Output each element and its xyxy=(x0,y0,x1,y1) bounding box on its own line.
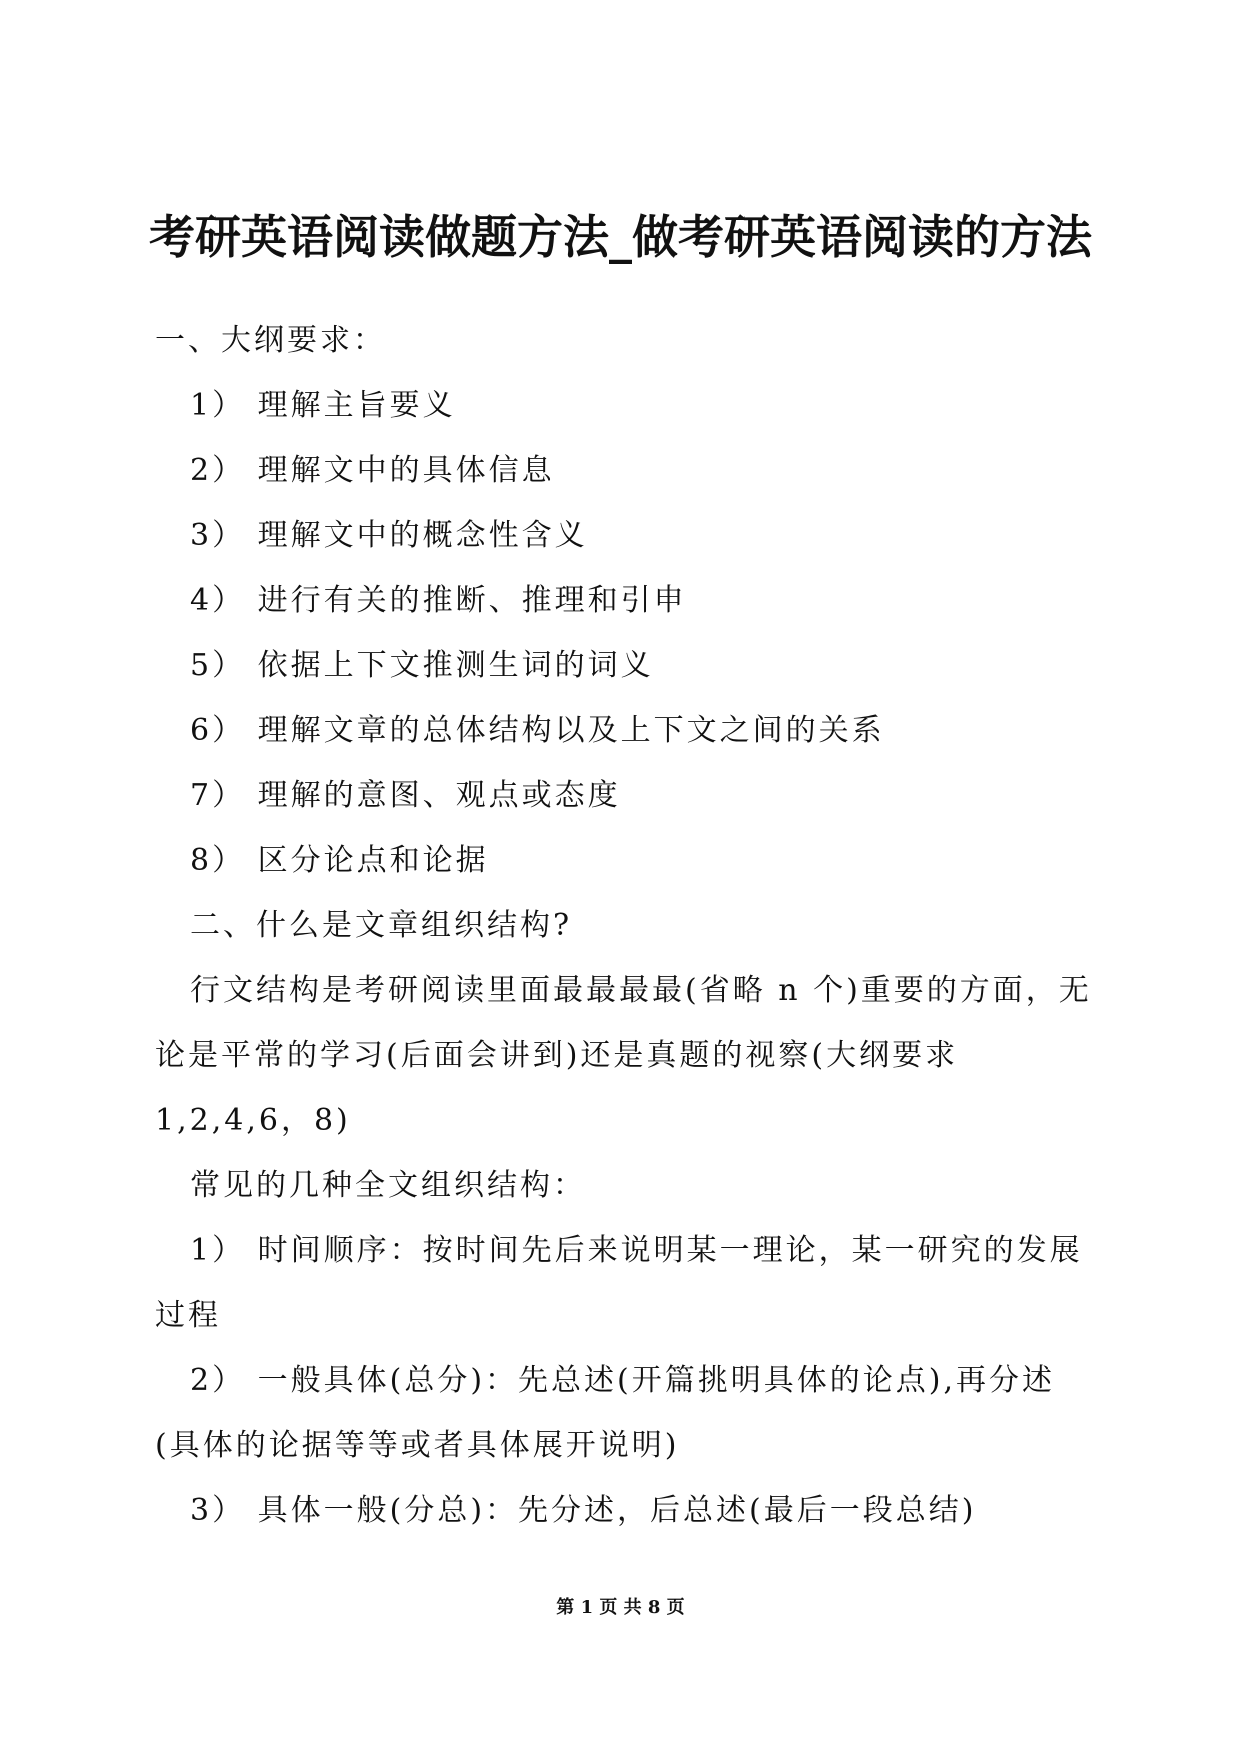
section2-heading: 二、什么是文章组织结构? xyxy=(190,908,573,943)
requirement-item: 8） 区分论点和论据 xyxy=(190,843,489,878)
requirement-item: 5） 依据上下文推测生词的词义 xyxy=(190,648,654,683)
structure-item: 1） 时间顺序：按时间先后来说明某一理论，某一研究的发展过程 xyxy=(155,1233,1083,1333)
page-number: 第 1 页 共 8 页 xyxy=(556,1597,685,1618)
requirement-item: 1） 理解主旨要义 xyxy=(190,388,456,423)
document-title: 考研英语阅读做题方法_做考研英语阅读的方法 xyxy=(149,209,1092,264)
section2-paragraph: 行文结构是考研阅读里面最最最最(省略 n 个)重要的方面，无论是平常的学习(后面会讲到)还是真题的视察(大纲要求 1,2,4,6，8) xyxy=(155,973,1092,1138)
requirement-item: 6） 理解文章的总体结构以及上下文之间的关系 xyxy=(190,713,885,748)
requirement-item: 7） 理解的意图、观点或态度 xyxy=(190,778,621,813)
structure-item: 2） 一般具体(总分)：先总述(开篇挑明具体的论点),再分述(具体的论据等等或者具体展开说明) xyxy=(155,1363,1055,1463)
requirement-item: 3） 理解文中的概念性含义 xyxy=(190,518,588,553)
structures-heading: 常见的几种全文组织结构： xyxy=(190,1168,586,1203)
document-body xyxy=(155,308,1095,1543)
requirement-item: 2） 理解文中的具体信息 xyxy=(190,453,555,488)
section1-heading: 一、大纲要求： xyxy=(155,323,386,358)
structure-item: 3） 具体一般(分总)：先分述，后总述(最后一段总结) xyxy=(190,1493,977,1528)
requirement-item: 4） 进行有关的推断、推理和引申 xyxy=(190,583,687,618)
